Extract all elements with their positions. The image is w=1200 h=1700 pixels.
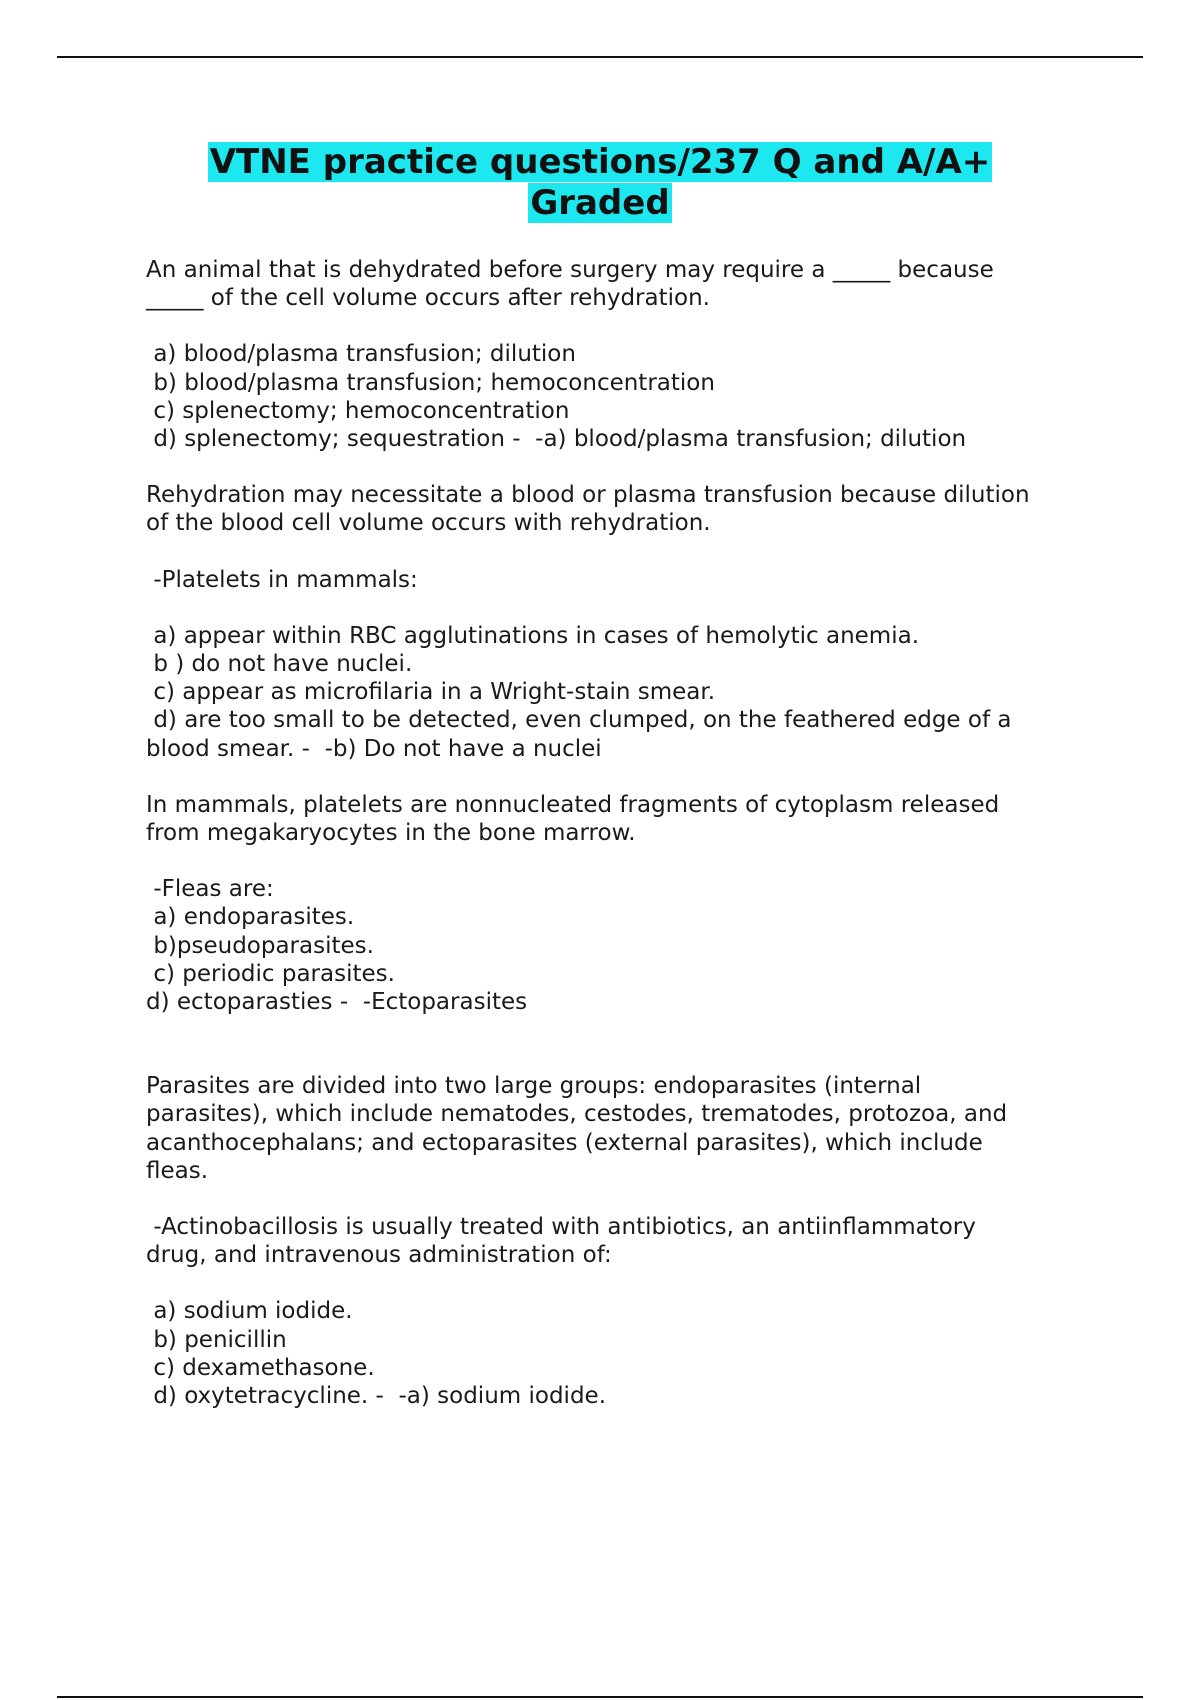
q2-option: b ) do not have nuclei. <box>146 651 413 678</box>
q3-explanation-line: Parasites are divided into two large groups: endoparasites (internal <box>146 1073 922 1100</box>
q4-option-answer: d) oxytetracycline. - -a) sodium iodide. <box>146 1383 607 1410</box>
q1-option-answer: d) splenectomy; sequestration - -a) blood/plasma transfusion; dilution <box>146 426 967 453</box>
q2-option: c) appear as microfilaria in a Wright-stain smear. <box>146 679 716 706</box>
q3-option: c) periodic parasites. <box>146 960 395 987</box>
q2-explanation-line: from megakaryocytes in the bone marrow. <box>146 820 636 847</box>
q4-option: a) sodium iodide. <box>146 1298 353 1325</box>
question-1 <box>146 256 1086 538</box>
question-2 <box>146 566 1086 848</box>
q3-explanation-line: parasites), which include nematodes, cestodes, trematodes, protozoa, and <box>146 1101 1008 1128</box>
title-line-2: Graded <box>530 183 670 223</box>
q2-option-answer: blood smear. - -b) Do not have a nuclei <box>146 735 602 762</box>
q3-explanation-line: fleas. <box>146 1157 209 1184</box>
q1-option: b) blood/plasma transfusion; hemoconcentration <box>146 369 715 396</box>
q1-stem-line: An animal that is dehydrated before surgery may require a _____ because <box>146 257 994 283</box>
q4-stem-line: -Actinobacillosis is usually treated with antibiotics, an antiinflammatory <box>146 1214 976 1241</box>
question-4 <box>146 1213 1086 1410</box>
q2-stem: -Platelets in mammals: <box>146 566 418 593</box>
q4-stem-line: drug, and intravenous administration of: <box>146 1242 612 1269</box>
q4-option: c) dexamethasone. <box>146 1354 375 1381</box>
q3-stem: -Fleas are: <box>146 876 274 903</box>
bottom-rule <box>57 1696 1143 1698</box>
q3-explanation-line: acanthocephalans; and ectoparasites (external parasites), which include <box>146 1129 983 1156</box>
q2-explanation-line: In mammals, platelets are nonnucleated fragments of cytoplasm released <box>146 791 1000 818</box>
q2-option: d) are too small to be detected, even clumped, on the feathered edge of a <box>146 707 1012 734</box>
q3-option-answer: d) ectoparasties - -Ectoparasites <box>146 989 528 1016</box>
q1-option: a) blood/plasma transfusion; dilution <box>146 341 576 368</box>
question-3 <box>146 875 1086 1185</box>
q1-stem-line: _____ of the cell volume occurs after rehydration. <box>146 285 710 312</box>
q4-option: b) penicillin <box>146 1326 287 1353</box>
document-body <box>146 256 1086 1410</box>
q3-option: a) endoparasites. <box>146 904 355 931</box>
q2-option: a) appear within RBC agglutinations in cases of hemolytic anemia. <box>146 622 920 649</box>
title-line-1: VTNE practice questions/237 Q and A/A+ <box>209 142 991 182</box>
q1-option: c) splenectomy; hemoconcentration <box>146 397 570 424</box>
q1-explanation-line: of the blood cell volume occurs with rehydration. <box>146 510 711 537</box>
q1-explanation-line: Rehydration may necessitate a blood or plasma transfusion because dilution <box>146 482 1030 509</box>
top-rule <box>57 56 1143 58</box>
q3-option: b)pseudoparasites. <box>146 932 374 959</box>
page-title <box>100 142 1100 224</box>
